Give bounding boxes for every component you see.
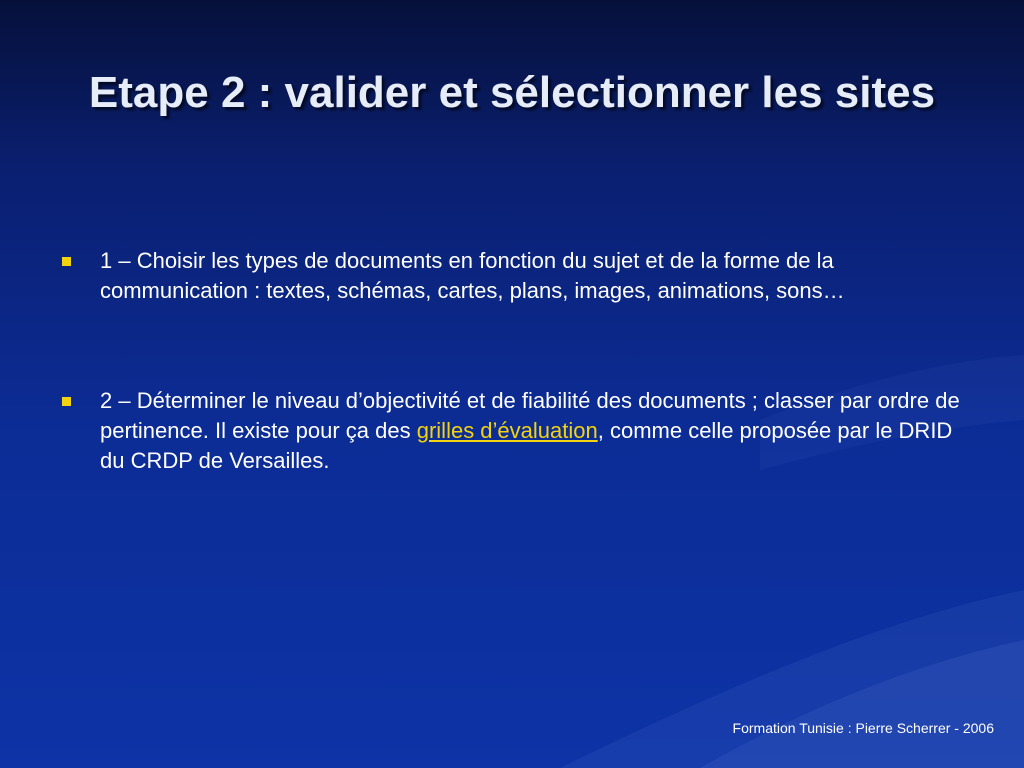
bullet-text: 1 – Choisir les types de documents en fonction du sujet et de la forme de la communication : textes, schémas, cartes, plans, images, animations, sons… bbox=[100, 248, 845, 303]
bullet-list bbox=[60, 246, 970, 476]
evaluation-grids-link[interactable]: grilles d’évaluation bbox=[416, 418, 598, 443]
square-bullet-icon bbox=[62, 397, 71, 406]
bullet-item-2 bbox=[60, 386, 970, 476]
bullet-item-1 bbox=[60, 246, 970, 306]
slide-footer: Formation Tunisie : Pierre Scherrer - 2006 bbox=[732, 720, 994, 736]
slide-title: Etape 2 : valider et sélectionner les sites bbox=[88, 68, 936, 118]
bullet-text-before-link: 2 – Déterminer le niveau d’objectivité et de fiabilité des documents ; classer par ordre de pertinence. Il existe pour ça des bbox=[100, 388, 960, 443]
bullet-text-after-link: , comme celle proposée par le DRID du CRDP de Versailles. bbox=[100, 418, 953, 473]
square-bullet-icon bbox=[62, 257, 71, 266]
